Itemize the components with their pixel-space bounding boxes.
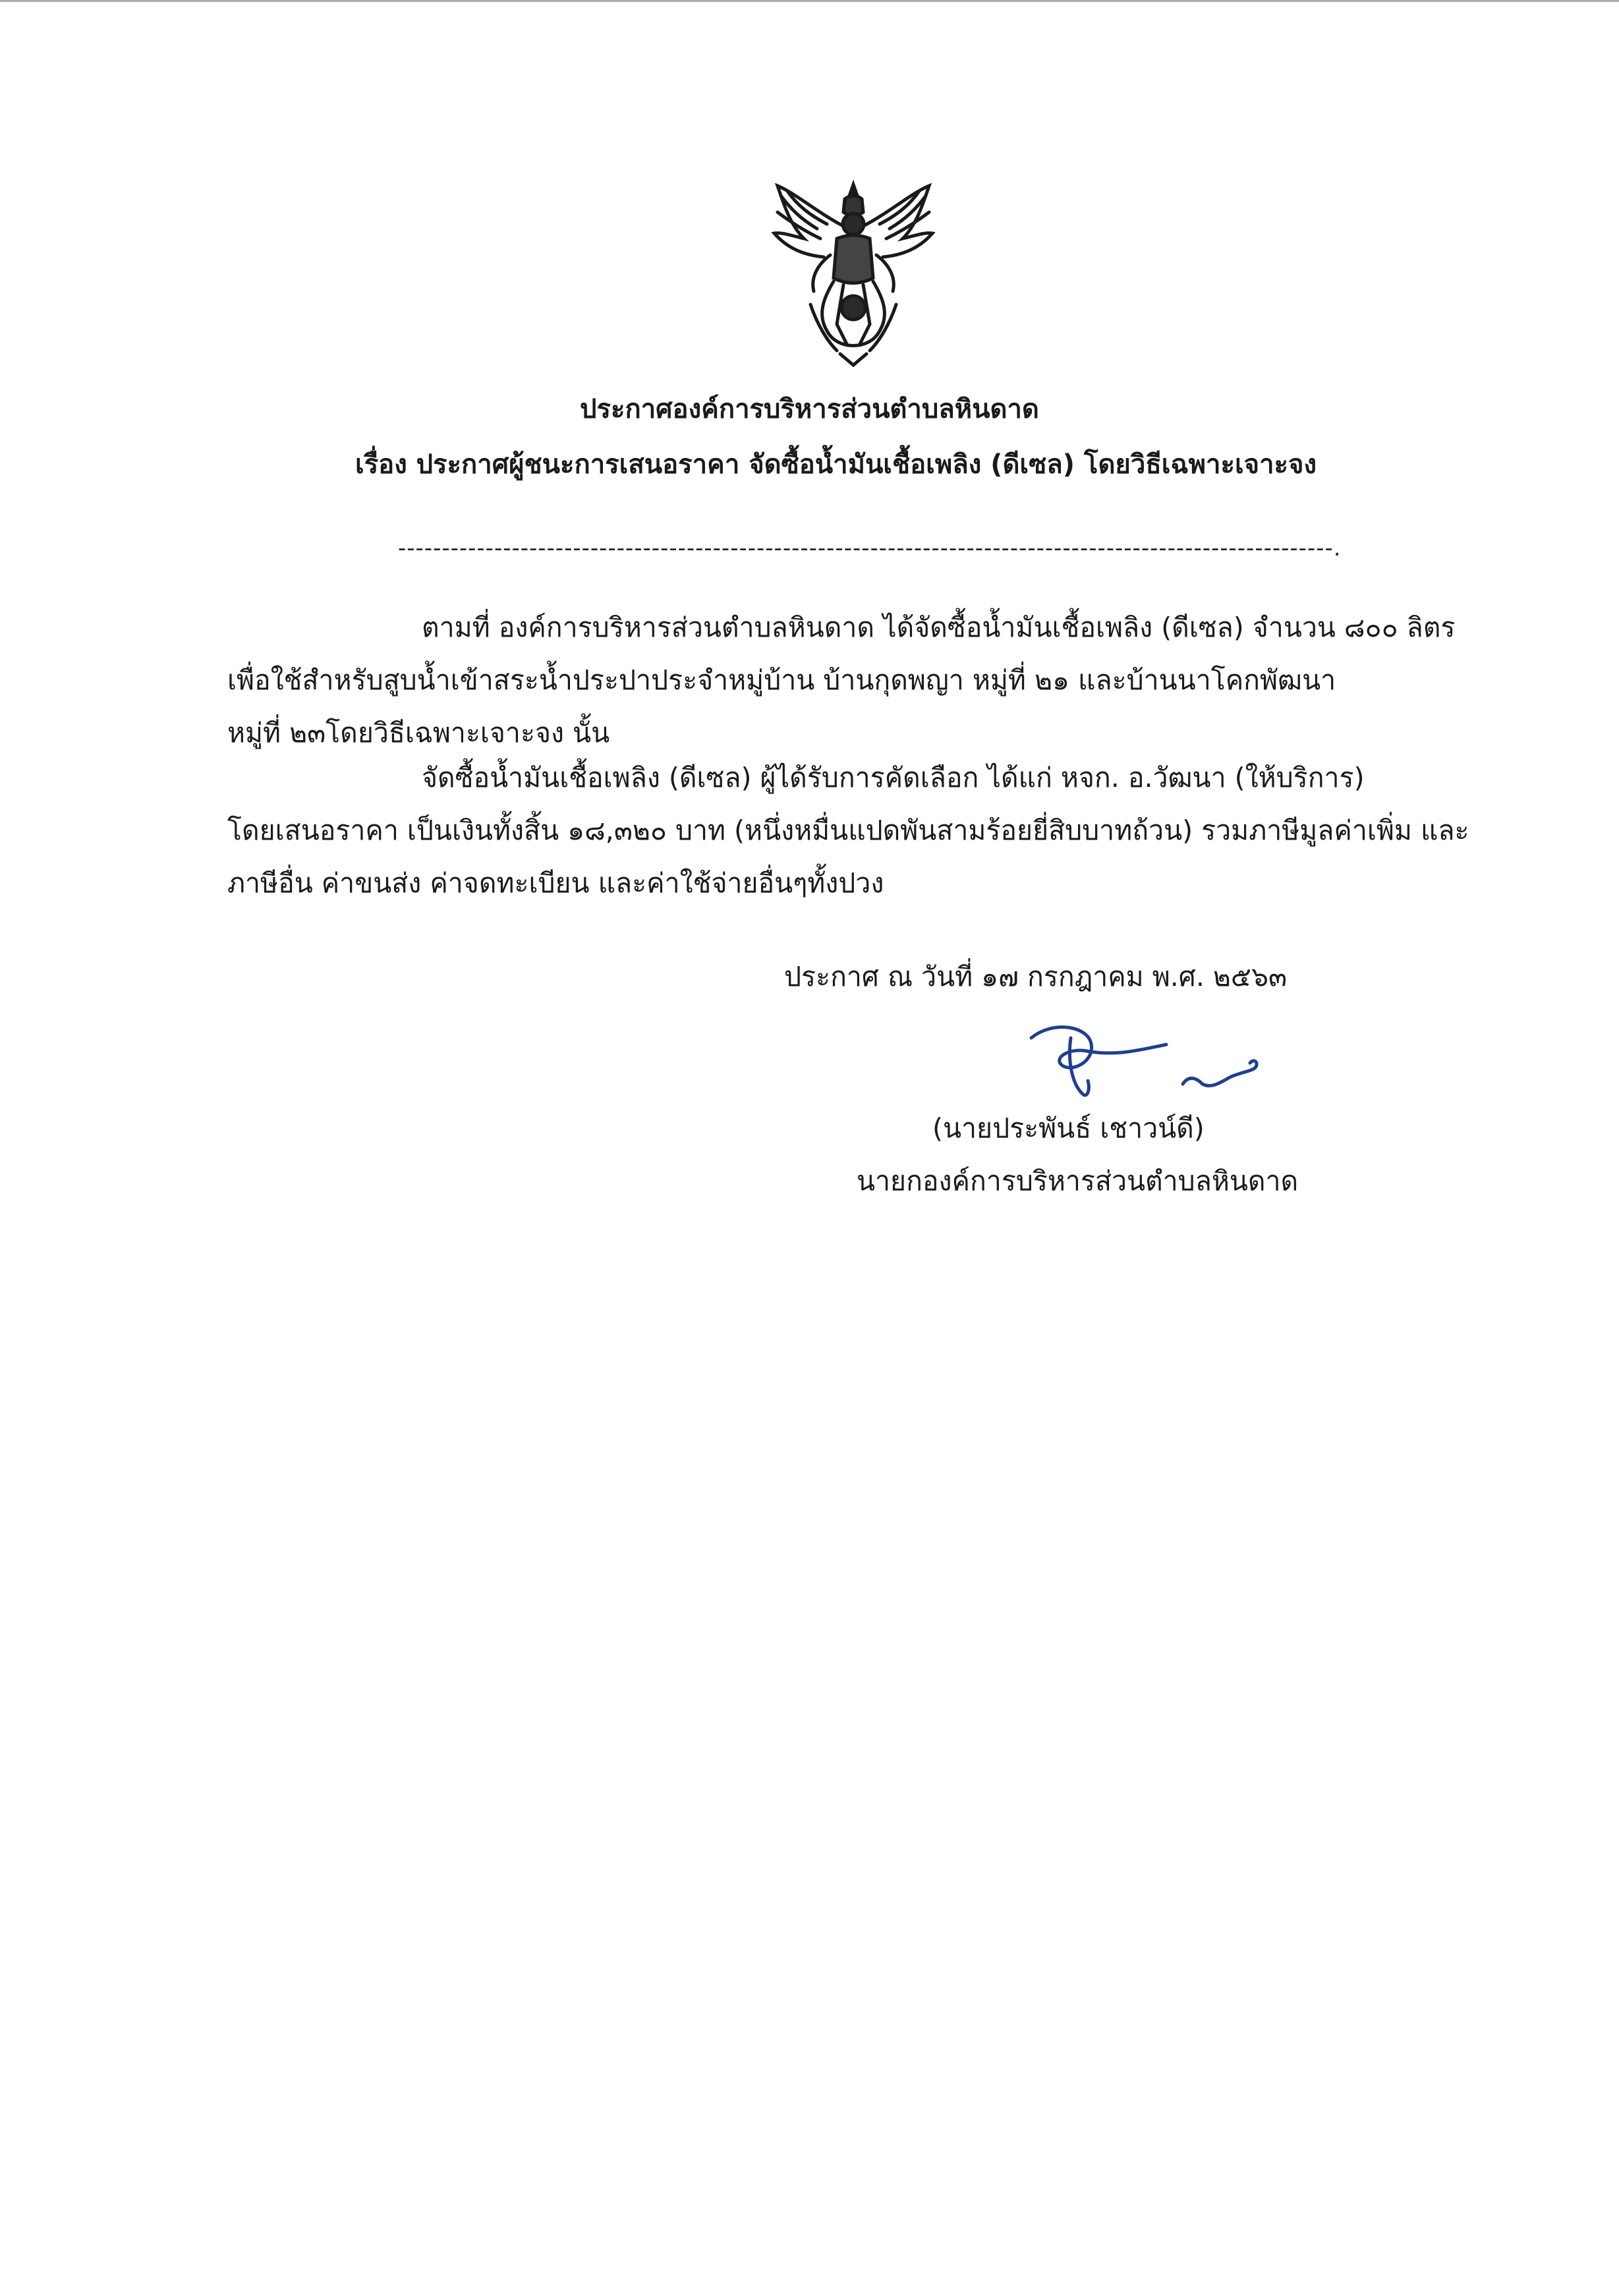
paragraph-1-line-3: หมู่ที่ ๒๓โดยวิธีเฉพาะเจาะจง นั้น <box>227 717 610 749</box>
paragraph-2-line-3: ภาษีอื่น ค่าขนส่ง ค่าจดทะเบียน และค่าใช้จ่ายอื่นๆทั้งปวง <box>227 867 884 899</box>
announcement-subject: เรื่อง ประกาศผู้ชนะการเสนอราคา จัดซื้อน้ำมันเชื้อเพลิง (ดีเซล) โดยวิธีเฉพาะเจาะจง <box>355 449 1317 480</box>
paragraph-2-line-2: โดยเสนอราคา เป็นเงินทั้งสิ้น ๑๘,๓๒๐ บาท (หนึ่งหมื่นแปดพันสามร้อยยี่สิบบาทถ้วน) รวมภาษีมูลค่าเพิ่ม และ <box>227 815 1469 846</box>
scan-edge <box>0 0 1619 9</box>
announcement-title: ประกาศองค์การบริหารส่วนตำบลหินดาด <box>580 394 1039 424</box>
garuda-emblem-icon <box>764 173 942 370</box>
signer-position: นายกองค์การบริหารส่วนตำบลหินดาด <box>857 1165 1299 1197</box>
separator-line: -----------------------------------------------------------------------------------------------------------. <box>398 535 1342 561</box>
handwritten-signature-icon <box>1025 1012 1275 1104</box>
paragraph-2-line-1: จัดซื้อน้ำมันเชื้อเพลิง (ดีเซล) ผู้ได้รับการคัดเลือก ได้แก่ หจก. อ.วัฒนา (ให้บริการ) <box>422 762 1365 793</box>
paragraph-1-line-1: ตามที่ องค์การบริหารส่วนตำบลหินดาด ได้จัดซื้อน้ำมันเชื้อเพลิง (ดีเซล) จำนวน ๘๐๐ ลิตร <box>422 612 1456 643</box>
announcement-date: ประกาศ ณ วันที่ ๑๗ กรกฎาคม พ.ศ. ๒๕๖๓ <box>784 961 1288 992</box>
signer-name: (นายประพันธ์ เชาวน์ดี) <box>932 1112 1205 1144</box>
paragraph-1-line-2: เพื่อใช้สำหรับสูบน้ำเข้าสระน้ำประปาประจำหมู่บ้าน บ้านกุดพญา หมู่ที่ ๒๑ และบ้านนาโคกพัฒนา <box>227 664 1336 696</box>
